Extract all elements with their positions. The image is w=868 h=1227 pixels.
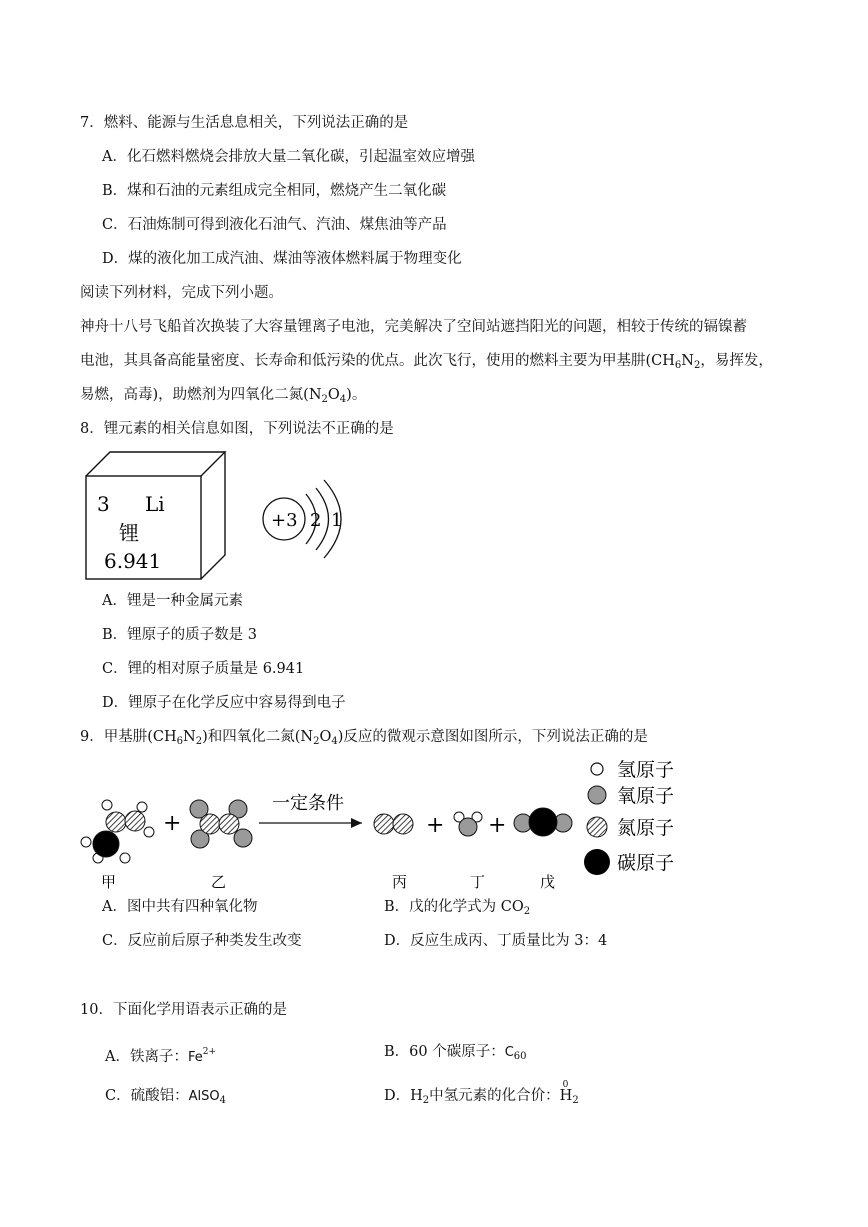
q8-option-d: D．锂原子在化学反应中容易得到电子 bbox=[102, 695, 346, 711]
q7-option-d: D．煤的液化加工成汽油、煤油等液体燃料属于物理变化 bbox=[102, 251, 462, 267]
shell1-electrons: 2 bbox=[310, 510, 322, 531]
atom-legend bbox=[584, 759, 674, 875]
legend-hydrogen-label: 氢原子 bbox=[617, 759, 675, 781]
legend-carbon-swatch bbox=[584, 849, 610, 875]
q9-option-b: B．戊的化学式为 $CO_2$ bbox=[384, 899, 531, 917]
reaction-arrow bbox=[259, 818, 362, 828]
q10-option-a: A．铁离子：$Fe^{2+}$ bbox=[105, 1047, 217, 1065]
q10-option-b: B．60 个碳原子：$C_{60}$ bbox=[384, 1044, 527, 1062]
lithium-element-figure bbox=[80, 448, 360, 584]
material-paragraph-line1: 神舟十八号飞船首次换装了大容量锂离子电池，完美解决了空间站遮挡阳光的问题，相较于传统的镉镍蓄 bbox=[80, 319, 747, 335]
shell2-electrons: 1 bbox=[331, 510, 343, 531]
reaction-condition: 一定条件 bbox=[272, 793, 344, 814]
q7-option-c: C．石油炼制可得到液化石油气、汽油、煤焦油等产品 bbox=[102, 217, 447, 233]
plus-sign: + bbox=[426, 813, 445, 838]
element-symbol: Li bbox=[145, 492, 165, 516]
q7-option-a: A．化石燃料燃烧会排放大量二氧化碳，引起温室效应增强 bbox=[102, 149, 475, 165]
q10-stem: 10．下面化学用语表示正确的是 bbox=[80, 1002, 287, 1018]
q9-option-d: D．反应生成丙、丁质量比为 3：4 bbox=[384, 933, 608, 949]
molecule-yi bbox=[190, 800, 252, 848]
molecule-jia bbox=[81, 800, 154, 863]
label-yi: 乙 bbox=[211, 873, 227, 891]
legend-nitrogen-swatch bbox=[587, 817, 607, 837]
label-wu: 戊 bbox=[540, 873, 556, 891]
label-bing: 丙 bbox=[392, 873, 408, 891]
legend-nitrogen-label: 氮原子 bbox=[617, 817, 675, 839]
reaction-diagram bbox=[0, 750, 868, 895]
material-intro: 阅读下列材料，完成下列小题。 bbox=[80, 285, 283, 301]
q8-stem: 8．锂元素的相关信息如图，下列说法不正确的是 bbox=[80, 421, 394, 437]
valence-zero: 0 bbox=[562, 1080, 569, 1090]
element-name: 锂 bbox=[119, 521, 139, 545]
q9-option-a: A．图中共有四种氧化物 bbox=[102, 899, 258, 915]
label-ding: 丁 bbox=[470, 873, 486, 891]
material-paragraph-line3: 易燃，高毒)，助燃剂为四氧化二氮$(N_2O_4)$。 bbox=[80, 387, 367, 405]
q7-stem: 7．燃料、能源与生活息息相关，下列说法正确的是 bbox=[80, 115, 409, 131]
q9-stem: 9．甲基肼$(CH_6N_2)$和四氧化二氮$(N_2O_4)$反应的微观示意图如图所示，下列说法正确的是 bbox=[80, 729, 648, 747]
q10-option-c: C．硫酸铝：AlSO$_4$ bbox=[105, 1088, 226, 1106]
legend-oxygen-label: 氧原子 bbox=[617, 785, 675, 807]
q7-option-b: B．煤和石油的元素组成完全相同，燃烧产生二氧化碳 bbox=[102, 183, 447, 199]
q8-option-b: B．锂原子的质子数是 3 bbox=[102, 627, 257, 643]
legend-carbon-label: 碳原子 bbox=[617, 852, 675, 874]
molecule-wu bbox=[514, 808, 572, 836]
q9-option-c: C．反应前后原子种类发生改变 bbox=[102, 933, 302, 949]
element-atomic-number: 3 bbox=[97, 492, 110, 516]
q8-option-c: C．锂的相对原子质量是 6.941 bbox=[102, 661, 305, 677]
nucleus-charge: +3 bbox=[271, 510, 298, 531]
plus-sign: + bbox=[488, 813, 507, 838]
molecule-ding bbox=[454, 812, 482, 836]
material-paragraph-line2: 电池，其具备高能量密度、长寿命和低污染的优点。此次飞行，使用的燃料主要为甲基肼($CH_6N_2$，易挥发， bbox=[80, 353, 773, 371]
atom-structure-diagram bbox=[263, 480, 342, 558]
q10-option-d: D．$H_2$中氢元素的化合价： 0 $H_2$ bbox=[384, 1086, 579, 1111]
plus-sign: + bbox=[163, 811, 182, 836]
element-atomic-mass: 6.941 bbox=[104, 549, 162, 573]
molecule-bing bbox=[374, 814, 413, 834]
label-jia: 甲 bbox=[101, 873, 117, 891]
q8-option-a: A．锂是一种金属元素 bbox=[102, 593, 243, 609]
legend-hydrogen-swatch bbox=[591, 763, 603, 775]
legend-oxygen-swatch bbox=[588, 786, 606, 804]
